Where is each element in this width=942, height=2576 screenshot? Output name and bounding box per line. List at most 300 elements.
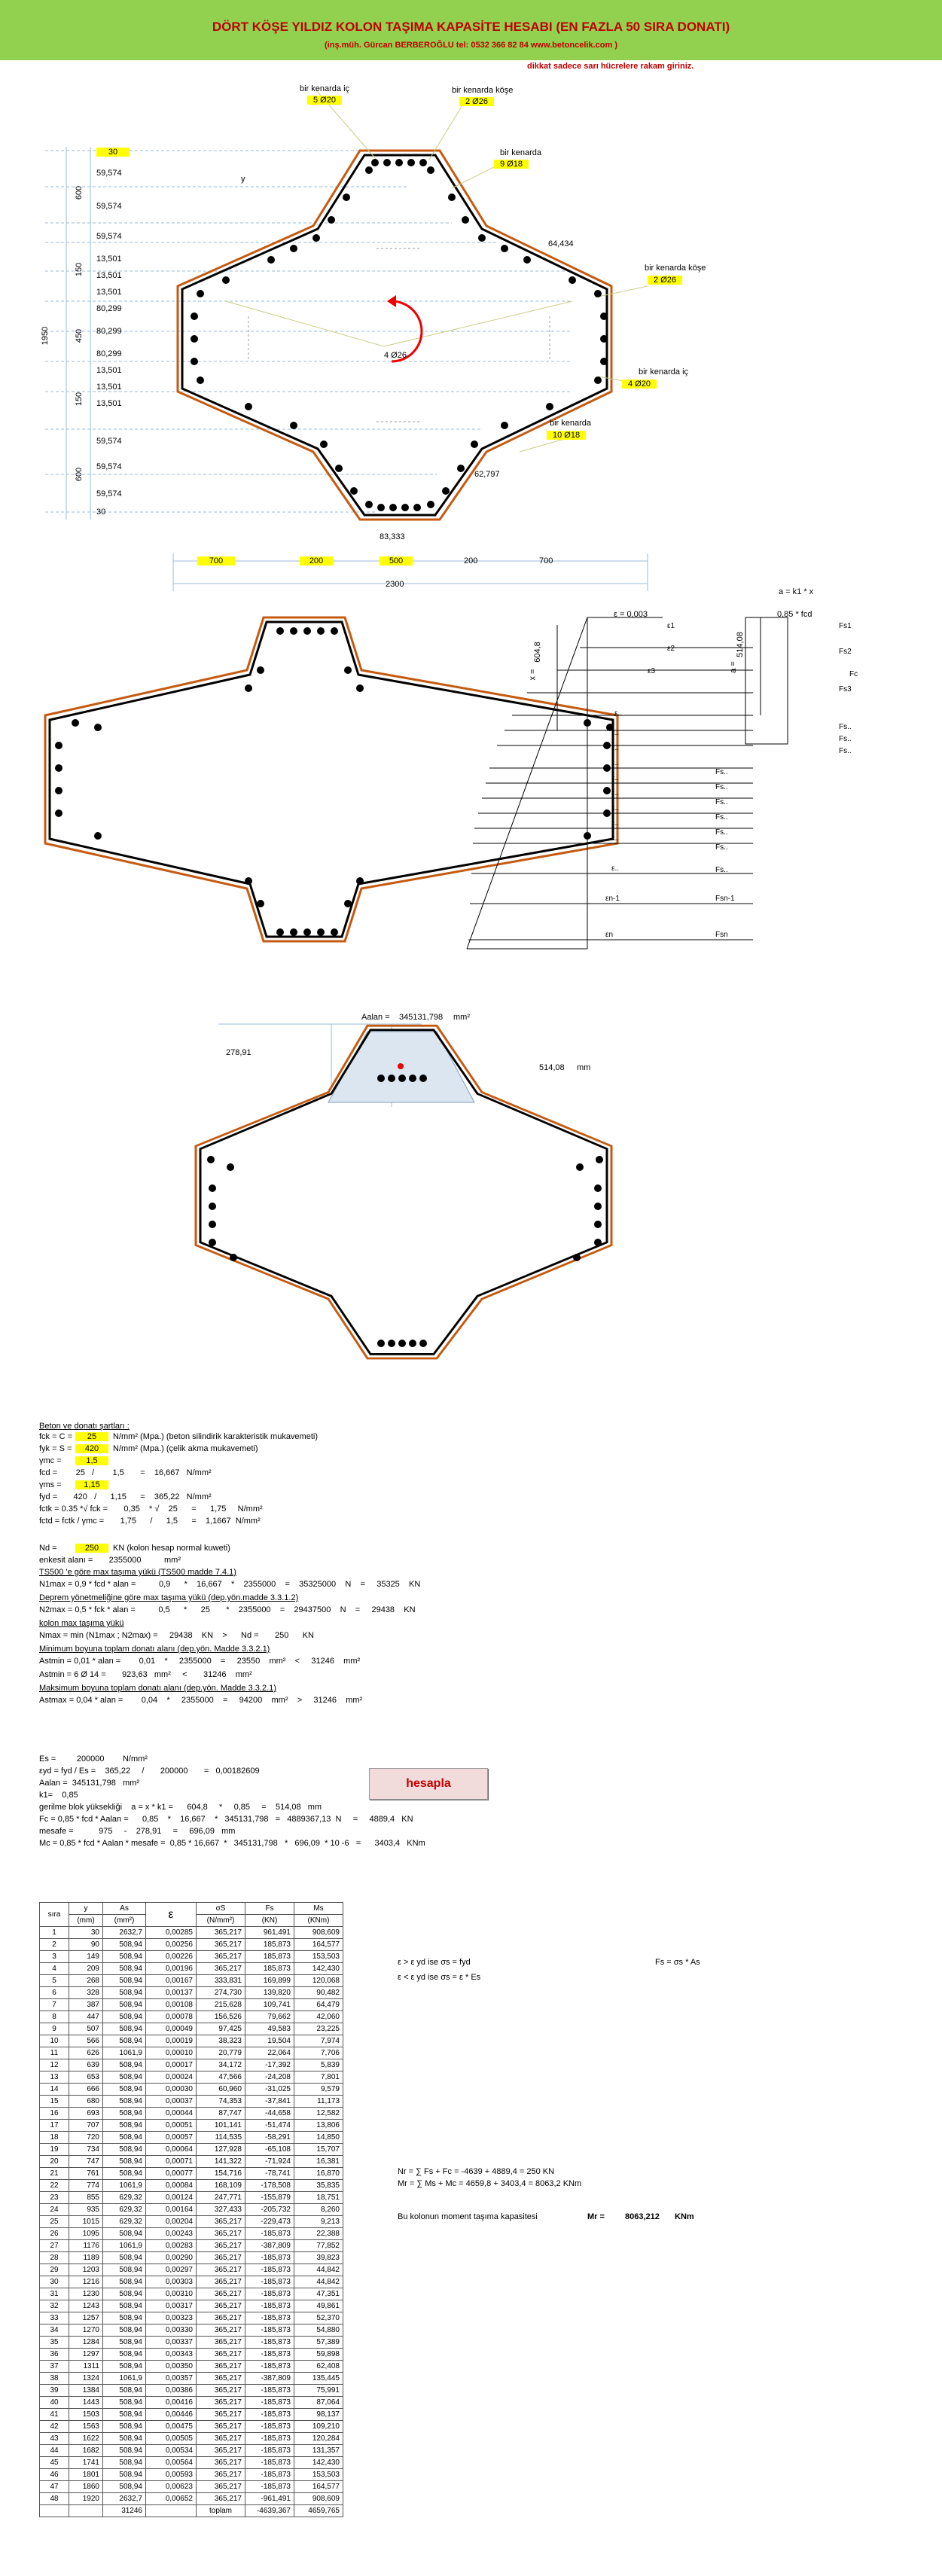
cell-order: 46 [40, 2469, 69, 2481]
input-edge[interactable]: 9 Ø18 [494, 160, 529, 169]
cell-fs: -17,392 [245, 2059, 294, 2071]
cell-order: 1 [40, 1927, 69, 1939]
cell-ms: 64,479 [294, 1999, 343, 2011]
table-row [40, 2035, 343, 2047]
cell-as: 508,94 [103, 2445, 146, 2457]
table-row [40, 2216, 343, 2228]
table-row [40, 2493, 343, 2505]
cell-fs: 169,899 [245, 1975, 294, 1987]
cell-as: 508,94 [103, 2312, 146, 2324]
compression-area-drawing [0, 1009, 942, 1370]
input-edge-bottom[interactable]: 10 Ø18 [547, 431, 586, 440]
cell-sigma: 47,566 [197, 2071, 245, 2084]
cell-ms: 908,609 [294, 1927, 343, 1939]
cell-y: 209 [69, 1963, 103, 1975]
table-row [40, 2264, 343, 2276]
cell-as: 508,94 [103, 2324, 146, 2337]
cell-y: 680 [69, 2096, 103, 2108]
gms-input[interactable]: 1,15 [75, 1480, 108, 1489]
nr-line: Nr = ∑ Fs + Fc = -4639 + 4889,4 = 250 KN [398, 2167, 555, 2176]
force-2: Fs2 [839, 648, 852, 656]
table-row [40, 1939, 343, 1951]
table-row [40, 2120, 343, 2132]
cell-sigma: 365,217 [197, 2457, 245, 2469]
cell-eps: 0,00330 [146, 2324, 197, 2337]
table-row [40, 1951, 343, 1963]
cell-eps: 0,00256 [146, 1939, 197, 1951]
group-600-top: 600 [75, 185, 84, 200]
cell-ms: 98,137 [294, 2409, 343, 2421]
total-empty-3 [146, 2505, 197, 2517]
cell-eps: 0,00323 [146, 2312, 197, 2324]
cell-eps: 0,00051 [146, 2120, 197, 2132]
cell-order: 21 [40, 2168, 69, 2180]
cell-order: 43 [40, 2433, 69, 2445]
cell-sigma: 365,217 [197, 2409, 245, 2421]
fctk-line: fctk = 0.35 *√ fck = 0,35 * √ 25 = 1,75 N/mm² [39, 1504, 263, 1514]
cell-eps: 0,00310 [146, 2288, 197, 2300]
table-row [40, 2204, 343, 2216]
gmc-input[interactable]: 1,5 [75, 1456, 108, 1465]
cell-as: 508,94 [103, 2385, 146, 2397]
force-6: Fs.. [839, 747, 852, 755]
aalan-label: Aalan = [361, 1013, 390, 1022]
cell-ms: 153,503 [294, 2469, 343, 2481]
cell-order: 12 [40, 2059, 69, 2071]
cell-ms: 7,974 [294, 2035, 343, 2047]
cell-eps: 0,00019 [146, 2035, 197, 2047]
cell-sigma: 154,716 [197, 2168, 245, 2180]
cell-ms: 44,842 [294, 2264, 343, 2276]
cell-order: 10 [40, 2035, 69, 2047]
cell-eps: 0,00386 [146, 2385, 197, 2397]
cell-as: 508,94 [103, 2397, 146, 2409]
cell-ms: 77,852 [294, 2240, 343, 2252]
cell-as: 508,94 [103, 2481, 146, 2493]
cell-eps: 0,00416 [146, 2397, 197, 2409]
input-corner-right[interactable]: 2 Ø26 [648, 276, 682, 285]
eps-9: ε.. [611, 789, 620, 797]
cell-eps: 0,00164 [146, 2204, 197, 2216]
cell-y: 1216 [69, 2276, 103, 2288]
cell-order: 48 [40, 2493, 69, 2505]
cell-as: 508,94 [103, 2120, 146, 2132]
astmax-line: Astmax = 0,04 * alan = 0,04 * 2355000 = 94200 mm² > 31246 mm² [39, 1696, 363, 1705]
cell-eps: 0,00167 [146, 1975, 197, 1987]
cell-as: 508,94 [103, 2276, 146, 2288]
cell-order: 22 [40, 2180, 69, 2192]
cell-sigma: 365,217 [197, 2300, 245, 2312]
cell-order: 26 [40, 2228, 69, 2240]
cell-fs: -185,873 [245, 2445, 294, 2457]
eps-3: ε3 [648, 667, 656, 675]
dim-row-12: 13,501 [96, 383, 122, 392]
ts500-title: TS500 'e göre max taşıma yükü (TS500 madde 7.4.1) [39, 1568, 236, 1577]
cell-as: 2632,7 [103, 2493, 146, 2505]
eps-14: εn-1 [605, 895, 620, 903]
table-row [40, 2469, 343, 2481]
cell-eps: 0,00475 [146, 2421, 197, 2433]
input-corner[interactable]: 2 Ø26 [459, 97, 494, 106]
cell-eps: 0,00049 [146, 2023, 197, 2035]
cell-ms: 35,835 [294, 2180, 343, 2192]
cell-fs: -71,924 [245, 2156, 294, 2168]
cell-order: 17 [40, 2120, 69, 2132]
force-3: Fs3 [839, 685, 852, 694]
cell-order: 15 [40, 2096, 69, 2108]
dim-row-15: 59,574 [96, 462, 122, 471]
n1max-line: N1max = 0,9 * fcd * alan = 0,9 * 16,667 * 2355000 = 35325000 N = 35325 KN [39, 1580, 421, 1589]
table-row [40, 1927, 343, 1939]
table-total-row [40, 2505, 343, 2517]
fck-desc: N/mm² (Mpa.) (beton silindirik karakteristik mukavemeti) [113, 1432, 318, 1441]
cell-ms: 120,068 [294, 1975, 343, 1987]
fyk-input[interactable]: 420 [75, 1444, 108, 1453]
width-1[interactable]: 700 [197, 556, 235, 566]
cell-eps: 0,00124 [146, 2192, 197, 2204]
cell-as: 1061,9 [103, 2240, 146, 2252]
cell-fs: 961,491 [245, 1927, 294, 1939]
cell-fs: -185,873 [245, 2252, 294, 2264]
cell-y: 1384 [69, 2385, 103, 2397]
cell-fs: 49,583 [245, 2023, 294, 2035]
dim-row-2: 59,574 [96, 169, 122, 178]
cell-order: 19 [40, 2144, 69, 2156]
dim-row-4: 59,574 [96, 232, 122, 241]
cell-fs: 185,873 [245, 1951, 294, 1963]
cell-eps: 0,00226 [146, 1951, 197, 1963]
eps-5: ε.. [611, 729, 620, 737]
cell-order: 36 [40, 2349, 69, 2361]
dim-row-13: 13,501 [96, 399, 122, 408]
nd-desc: KN (kolon hesap normal kuweti) [113, 1544, 230, 1553]
cell-sigma: 365,217 [197, 2445, 245, 2457]
cell-y: 666 [69, 2084, 103, 2096]
strain-diagram [0, 595, 942, 1017]
cell-sigma: 365,217 [197, 2373, 245, 2385]
cell-as: 629,32 [103, 2192, 146, 2204]
cell-as: 2632,7 [103, 1927, 146, 1939]
cell-fs: 79,662 [245, 2011, 294, 2023]
nd-input[interactable]: 250 [75, 1544, 108, 1553]
cell-eps: 0,00623 [146, 2481, 197, 2493]
eps-11: ε.. [611, 819, 620, 828]
cell-as: 1061,9 [103, 2373, 146, 2385]
k1-line: k1= 0,85 [39, 1791, 78, 1800]
cell-order: 16 [40, 2108, 69, 2120]
cell-as: 508,94 [103, 1939, 146, 1951]
cell-fs: -185,873 [245, 2481, 294, 2493]
cell-fs: -185,873 [245, 2385, 294, 2397]
cell-as: 508,94 [103, 2035, 146, 2047]
dim-row-1[interactable]: 30 [96, 148, 130, 157]
total-empty-1 [40, 2505, 69, 2517]
cell-fs: -387,809 [245, 2373, 294, 2385]
cell-fs: -51,474 [245, 2120, 294, 2132]
cell-as: 629,32 [103, 2216, 146, 2228]
cell-y: 149 [69, 1951, 103, 1963]
cell-as: 508,94 [103, 2337, 146, 2349]
aalan-unit: mm² [453, 1013, 470, 1022]
dim-row-7: 13,501 [96, 288, 122, 297]
label-edge-bottom: bir kenarda [550, 419, 592, 428]
cell-ms: 16,381 [294, 2156, 343, 2168]
table-row [40, 1975, 343, 1987]
table-row [40, 2252, 343, 2264]
cell-sigma: 365,217 [197, 2312, 245, 2324]
cell-y: 1297 [69, 2349, 103, 2361]
n2max-line: N2max = 0,5 * fck * alan = 0,5 * 25 * 2355000 = 29437500 N = 29438 KN [39, 1605, 416, 1614]
cell-order: 45 [40, 2457, 69, 2469]
cell-eps: 0,00297 [146, 2264, 197, 2276]
cell-ms: 7,801 [294, 2071, 343, 2084]
cell-as: 508,94 [103, 2288, 146, 2300]
cell-ms: 13,806 [294, 2120, 343, 2132]
cell-eps: 0,00010 [146, 2047, 197, 2059]
label-edge: bir kenarda [500, 148, 542, 157]
cell-eps: 0,00446 [146, 2409, 197, 2421]
cell-fs: 109,741 [245, 1999, 294, 2011]
cell-order: 32 [40, 2300, 69, 2312]
cell-ms: 75,991 [294, 2385, 343, 2397]
cell-sigma: 365,217 [197, 1951, 245, 1963]
cell-as: 508,94 [103, 2457, 146, 2469]
calculate-button[interactable]: hesapla [369, 1768, 488, 1800]
es-line: Es = 200000 N/mm² [39, 1754, 148, 1764]
cell-y: 1243 [69, 2300, 103, 2312]
cell-y: 1324 [69, 2373, 103, 2385]
a-value: 514,08 [735, 632, 745, 657]
width-2[interactable]: 200 [300, 556, 333, 566]
cell-sigma: 365,217 [197, 1939, 245, 1951]
cell-as: 508,94 [103, 2361, 146, 2373]
fc-line: Fc = 0,85 * fcd * Aalan = 0,85 * 16,667 * 345131,798 = 4889367,13 N = 4889,4 KN [39, 1815, 413, 1824]
width-4: 200 [464, 556, 478, 566]
cell-eps: 0,00024 [146, 2071, 197, 2084]
mr-line: Mr = ∑ Ms + Mc = 4659,8 + 3403,4 = 8063,2 KNm [398, 2179, 582, 2188]
cell-sigma: 365,217 [197, 2288, 245, 2300]
cell-y: 707 [69, 2120, 103, 2132]
cell-fs: 139,820 [245, 1987, 294, 1999]
cell-as: 508,94 [103, 2108, 146, 2120]
cell-ms: 142,430 [294, 2457, 343, 2469]
cell-order: 33 [40, 2312, 69, 2324]
cell-as: 508,94 [103, 2023, 146, 2035]
a-label: a = [728, 661, 738, 673]
cell-sigma: 365,217 [197, 2228, 245, 2240]
cell-order: 35 [40, 2337, 69, 2349]
input-inner-right[interactable]: 4 Ø20 [622, 380, 657, 389]
cell-order: 6 [40, 1987, 69, 1999]
cell-order: 28 [40, 2252, 69, 2264]
cell-sigma: 365,217 [197, 1927, 245, 1939]
eps-12: ε.. [611, 834, 620, 843]
table-row [40, 2180, 343, 2192]
cell-order: 37 [40, 2361, 69, 2373]
cell-sigma: 141,322 [197, 2156, 245, 2168]
cell-eps: 0,00285 [146, 1927, 197, 1939]
mc-line: Mc = 0,85 * fcd * Aalan * mesafe = 0,85 * 16,667 * 345131,798 * 696,09 * 10 -6 = 3403,4 KNm [39, 1839, 425, 1848]
cell-sigma: 365,217 [197, 2349, 245, 2361]
cell-as: 508,94 [103, 2011, 146, 2023]
cell-eps: 0,00057 [146, 2132, 197, 2144]
cell-order: 4 [40, 1963, 69, 1975]
cell-as: 508,94 [103, 2421, 146, 2433]
cell-fs: -185,873 [245, 2421, 294, 2433]
cell-eps: 0,00357 [146, 2373, 197, 2385]
cell-order: 47 [40, 2481, 69, 2493]
cell-y: 761 [69, 2168, 103, 2180]
force-4: Fs.. [839, 723, 852, 731]
cell-as: 508,94 [103, 2144, 146, 2156]
cell-y: 1284 [69, 2337, 103, 2349]
force-11: Fs.. [715, 828, 728, 837]
cell-ms: 164,577 [294, 2481, 343, 2493]
cell-as: 508,94 [103, 2059, 146, 2071]
force-8: Fs.. [715, 783, 728, 791]
dim-row-3: 59,574 [96, 202, 122, 211]
cell-eps: 0,00243 [146, 2228, 197, 2240]
table-row [40, 2361, 343, 2373]
cell-y: 1741 [69, 2457, 103, 2469]
table-row [40, 2144, 343, 2156]
cell-sigma: 365,217 [197, 2421, 245, 2433]
cell-fs: -37,841 [245, 2096, 294, 2108]
table-row [40, 2276, 343, 2288]
cell-sigma: 156,526 [197, 2011, 245, 2023]
eps-4: ε.. [614, 709, 623, 718]
nmax-line: Nmax = min (N1max ; N2max) = 29438 KN > Nd = 250 KN [39, 1631, 314, 1640]
cell-sigma: 333,831 [197, 1975, 245, 1987]
label-corner-right: bir kenarda köşe [645, 264, 706, 273]
cell-y: 855 [69, 2192, 103, 2204]
fyd-line: fyd = 420 / 1,15 = 365,22 N/mm² [39, 1492, 212, 1501]
cell-ms: 39,823 [294, 2252, 343, 2264]
astmin-1-line: Astmin = 0,01 * alan = 0,01 * 2355000 = 23550 mm² < 31246 mm² [39, 1657, 361, 1666]
cell-order: 40 [40, 2397, 69, 2409]
cell-ms: 12,582 [294, 2108, 343, 2120]
eps-13: ε.. [611, 864, 620, 873]
cell-fs: -155,879 [245, 2192, 294, 2204]
force-5: Fs.. [839, 735, 852, 743]
mesafe-line: mesafe = 975 - 278,91 = 696,09 mm [39, 1827, 236, 1836]
cell-as: 508,94 [103, 1999, 146, 2011]
width-3[interactable]: 500 [380, 556, 413, 566]
table-row [40, 2385, 343, 2397]
cell-fs: 185,873 [245, 1939, 294, 1951]
fck-input[interactable]: 25 [75, 1432, 108, 1441]
cell-order: 27 [40, 2240, 69, 2252]
table-row [40, 2228, 343, 2240]
cell-sigma: 38,323 [197, 2035, 245, 2047]
table-row [40, 2324, 343, 2337]
cell-order: 3 [40, 1951, 69, 1963]
cell-eps: 0,00317 [146, 2300, 197, 2312]
dim-row-5: 13,501 [96, 255, 122, 264]
cell-ms: 16,870 [294, 2168, 343, 2180]
eps-10: ε.. [611, 804, 620, 812]
cell-as: 508,94 [103, 2168, 146, 2180]
cell-y: 1095 [69, 2228, 103, 2240]
cell-eps: 0,00534 [146, 2445, 197, 2457]
col-eps: ε [146, 1903, 197, 1927]
aalan-line: Aalan = 345131,798 mm² [39, 1779, 139, 1788]
cell-ms: 57,389 [294, 2337, 343, 2349]
cell-ms: 11,173 [294, 2096, 343, 2108]
yellow-cell-note: dikkat sadece sarı hücrelere rakam giriniz. [527, 62, 694, 71]
input-corner-inner[interactable]: 5 Ø20 [307, 96, 342, 105]
cell-order: 20 [40, 2156, 69, 2168]
cell-sigma: 215,628 [197, 1999, 245, 2011]
cell-ms: 15,707 [294, 2144, 343, 2156]
cell-sigma: 365,217 [197, 1963, 245, 1975]
eps-2: ε2 [667, 645, 675, 653]
group-600-bottom: 600 [75, 467, 84, 482]
cell-order: 7 [40, 1999, 69, 2011]
cell-order: 25 [40, 2216, 69, 2228]
cell-fs: -65,108 [245, 2144, 294, 2156]
cell-order: 8 [40, 2011, 69, 2023]
cell-order: 11 [40, 2047, 69, 2059]
cell-order: 5 [40, 1975, 69, 1987]
dim-row-16: 59,574 [96, 489, 122, 498]
cell-fs: -185,873 [245, 2409, 294, 2421]
force-10: Fs.. [715, 813, 728, 822]
cell-fs: 19,504 [245, 2035, 294, 2047]
materials-title: Beton ve donatı şartları : [39, 1422, 130, 1431]
page-title: DÖRT KÖŞE YILDIZ KOLON TAŞIMA KAPASİTE HESABI (EN FAZLA 50 SIRA DONATI) [212, 20, 730, 34]
cell-y: 720 [69, 2132, 103, 2144]
col-sigma: σS [197, 1903, 245, 1915]
cell-eps: 0,00044 [146, 2108, 197, 2120]
fcd-label: 0,85 * fcd [777, 610, 812, 619]
y-axis-label: y [241, 175, 245, 184]
fyk-label: fyk = S = [39, 1444, 72, 1453]
cell-fs: -58,291 [245, 2132, 294, 2144]
cell-fs: -185,873 [245, 2457, 294, 2469]
unit-ms: (KNm) [294, 1915, 343, 1927]
cell-fs: -24,208 [245, 2071, 294, 2084]
cell-eps: 0,00343 [146, 2349, 197, 2361]
cell-y: 566 [69, 2035, 103, 2047]
table-row [40, 2397, 343, 2409]
cell-fs: -387,809 [245, 2240, 294, 2252]
dim-row-11: 13,501 [96, 366, 122, 375]
x-label: x = [528, 669, 538, 681]
cell-eps: 0,00505 [146, 2433, 197, 2445]
author-line: (inş.müh. Gürcan BERBEROĞLU tel: 0532 366 82 84 www.betoncelik.com ) [325, 41, 617, 50]
cell-ms: 908,609 [294, 2493, 343, 2505]
total-empty-2 [69, 2505, 103, 2517]
force-1: Fs1 [839, 622, 852, 630]
cell-order: 31 [40, 2288, 69, 2300]
cell-ms: 109,210 [294, 2421, 343, 2433]
capacity-unit: KNm [675, 2212, 694, 2221]
cell-y: 1015 [69, 2216, 103, 2228]
cell-fs: -185,873 [245, 2324, 294, 2337]
table-row [40, 2433, 343, 2445]
cell-sigma: 365,217 [197, 2252, 245, 2264]
cell-order: 24 [40, 2204, 69, 2216]
ultimate-strain: ε = 0,003 [614, 610, 648, 619]
cell-y: 1311 [69, 2361, 103, 2373]
cell-fs: -178,508 [245, 2180, 294, 2192]
table-row [40, 2096, 343, 2108]
cell-as: 508,94 [103, 2084, 146, 2096]
eps-6: ε.. [611, 744, 620, 752]
cell-sigma: 365,217 [197, 2337, 245, 2349]
table-row [40, 2156, 343, 2168]
